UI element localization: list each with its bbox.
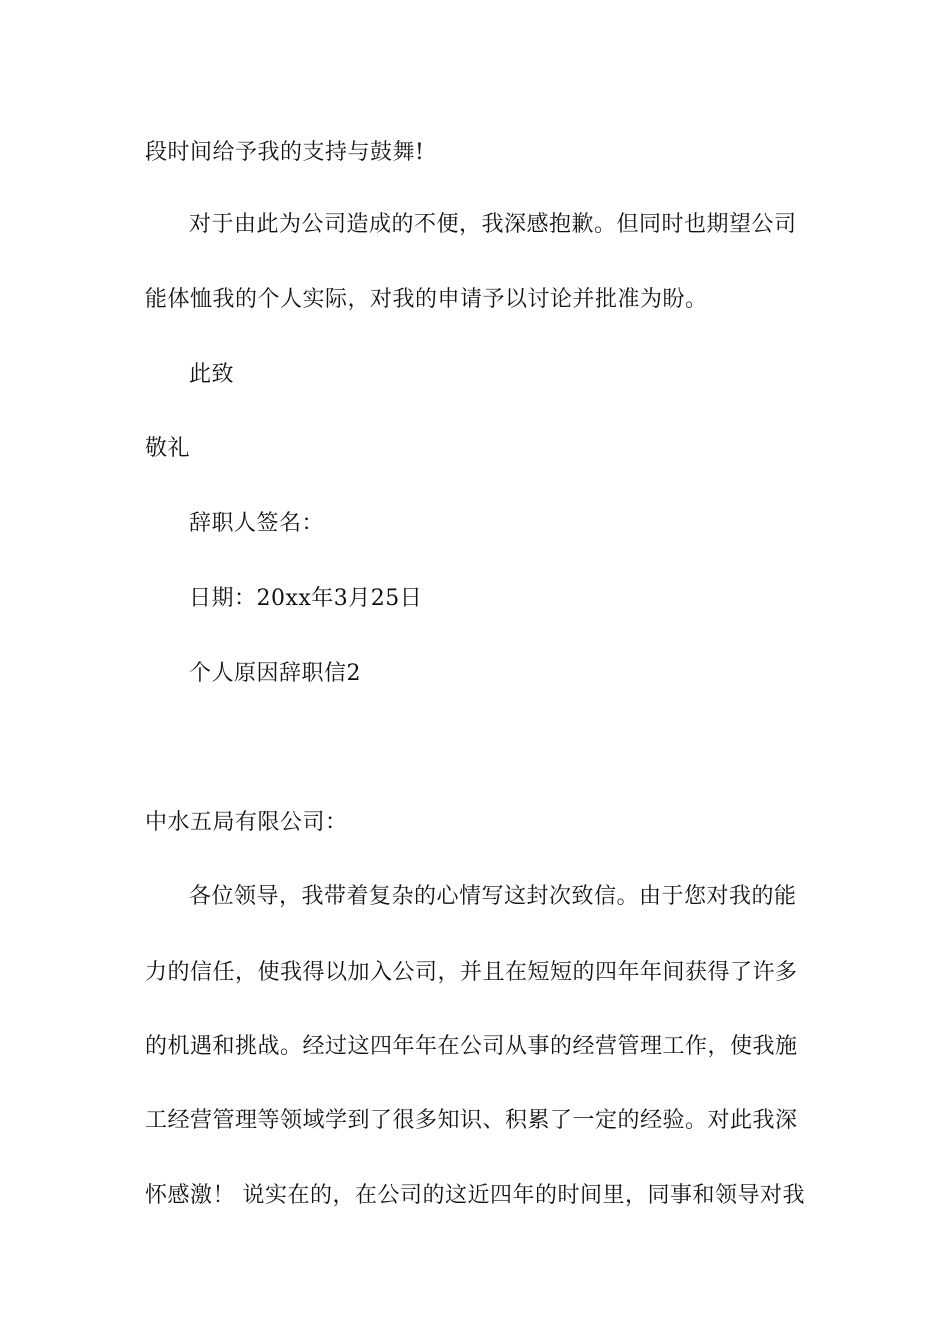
addressee: 中水五局有限公司：	[145, 810, 348, 835]
paragraph-line: 的机遇和挑战。经过这四年年在公司从事的经营管理工作，使我施	[145, 1034, 798, 1059]
paragraph-line: 对于由此为公司造成的不便，我深感抱歉。但同时也期望公司	[189, 212, 797, 237]
paragraph-line: 怀感激！ 说实在的，在公司的这近四年的时间里，同事和领导对我	[145, 1183, 805, 1208]
paragraph-line: 段时间给予我的支持与鼓舞!	[145, 140, 425, 165]
paragraph-line: 工经营管理等领域学到了很多知识、积累了一定的经验。对此我深	[145, 1108, 798, 1133]
closing-salutation: 敬礼	[145, 436, 191, 461]
section-title: 个人原因辞职信2	[189, 661, 361, 686]
paragraph-line: 各位领导，我带着复杂的心情写这封次致信。由于您对我的能	[189, 884, 797, 909]
paragraph-line: 力的信任，使我得以加入公司，并且在短短的四年年间获得了许多	[145, 960, 798, 985]
paragraph-line: 能体恤我的个人实际，对我的申请予以讨论并批准为盼。	[145, 287, 708, 312]
signature-label: 辞职人签名：	[189, 511, 325, 536]
date-line: 日期：20xx年3月25日	[189, 586, 423, 611]
closing-salutation: 此致	[189, 362, 235, 387]
